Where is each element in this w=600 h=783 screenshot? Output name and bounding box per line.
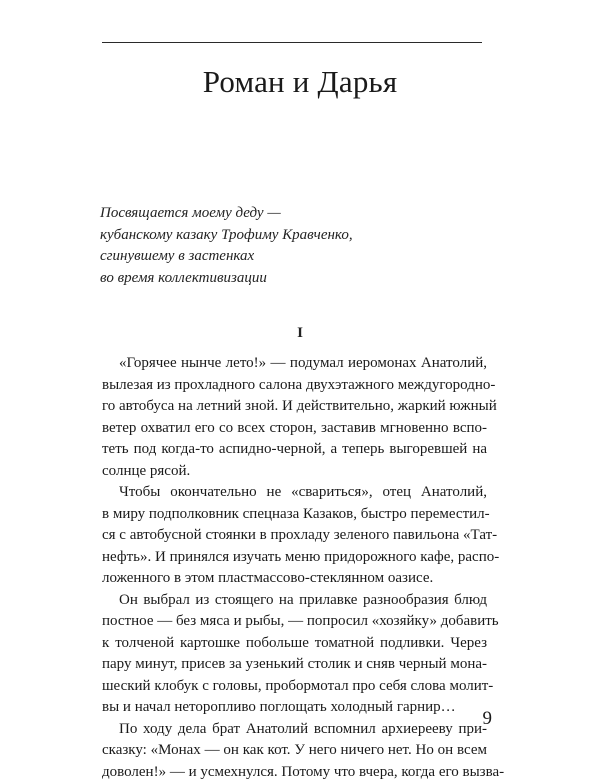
text-line: Он выбрал из стоящего на прилавке разнообразия блюд bbox=[102, 590, 487, 612]
page-number: 9 bbox=[470, 708, 492, 730]
text-line: пару минут, присев за узенький столик и сняв черный мона- bbox=[102, 654, 487, 676]
text-line: теть под когда-то аспидно-черной, а теперь выгоревшей на bbox=[102, 439, 487, 461]
text-line: ложенного в этом пластмассово-стеклянном оазисе. bbox=[102, 568, 487, 590]
paragraph bbox=[102, 590, 487, 719]
text-line: вы и начал неторопливо поглощать холодный гарнир… bbox=[102, 697, 487, 719]
epigraph-line: Посвящается моему деду — bbox=[100, 203, 400, 225]
epigraph-line: во время коллективизации bbox=[100, 268, 400, 290]
paragraph bbox=[102, 719, 487, 783]
paragraph bbox=[102, 482, 487, 590]
epigraph bbox=[100, 203, 400, 289]
text-line: По ходу дела брат Анатолий вспомнил архиерееву при- bbox=[102, 719, 487, 741]
text-line: вылезая из прохладного салона двухэтажного междугородно- bbox=[102, 375, 487, 397]
text-line: ветер охватил его со всех сторон, заставив мгновенно вспо- bbox=[102, 418, 487, 440]
chapter-number: I bbox=[0, 325, 600, 342]
text-line: го автобуса на летний зной. И действительно, жаркий южный bbox=[102, 396, 487, 418]
body-text bbox=[102, 353, 487, 783]
text-line: постное — без мяса и рыбы, — попросил «хозяйку» добавить bbox=[102, 611, 487, 633]
epigraph-line: сгинувшему в застенках bbox=[100, 246, 400, 268]
epigraph-line: кубанскому казаку Трофиму Кравченко, bbox=[100, 225, 400, 247]
top-rule bbox=[102, 42, 482, 43]
text-line: в миру подполковник спецназа Казаков, быстро переместил- bbox=[102, 504, 487, 526]
text-line: к толченой картошке побольше томатной подливки. Через bbox=[102, 633, 487, 655]
text-line: шеский клобук с головы, пробормотал про себя слова молит- bbox=[102, 676, 487, 698]
text-line: «Горячее нынче лето!» — подумал иеромонах Анатолий, bbox=[102, 353, 487, 375]
text-line: солнце рясой. bbox=[102, 461, 487, 483]
text-line: сказку: «Монах — он как кот. У него ничего нет. Но он всем bbox=[102, 740, 487, 762]
text-line: Чтобы окончательно не «свариться», отец Анатолий, bbox=[102, 482, 487, 504]
text-line: доволен!» — и усмехнулся. Потому что вчера, когда его вызва- bbox=[102, 762, 487, 783]
page-title: Роман и Дарья bbox=[0, 64, 600, 100]
text-line: нефть». И принялся изучать меню придорожного кафе, распо- bbox=[102, 547, 487, 569]
text-line: ся с автобусной стоянки в прохладу зеленого павильона «Тат- bbox=[102, 525, 487, 547]
paragraph bbox=[102, 353, 487, 482]
